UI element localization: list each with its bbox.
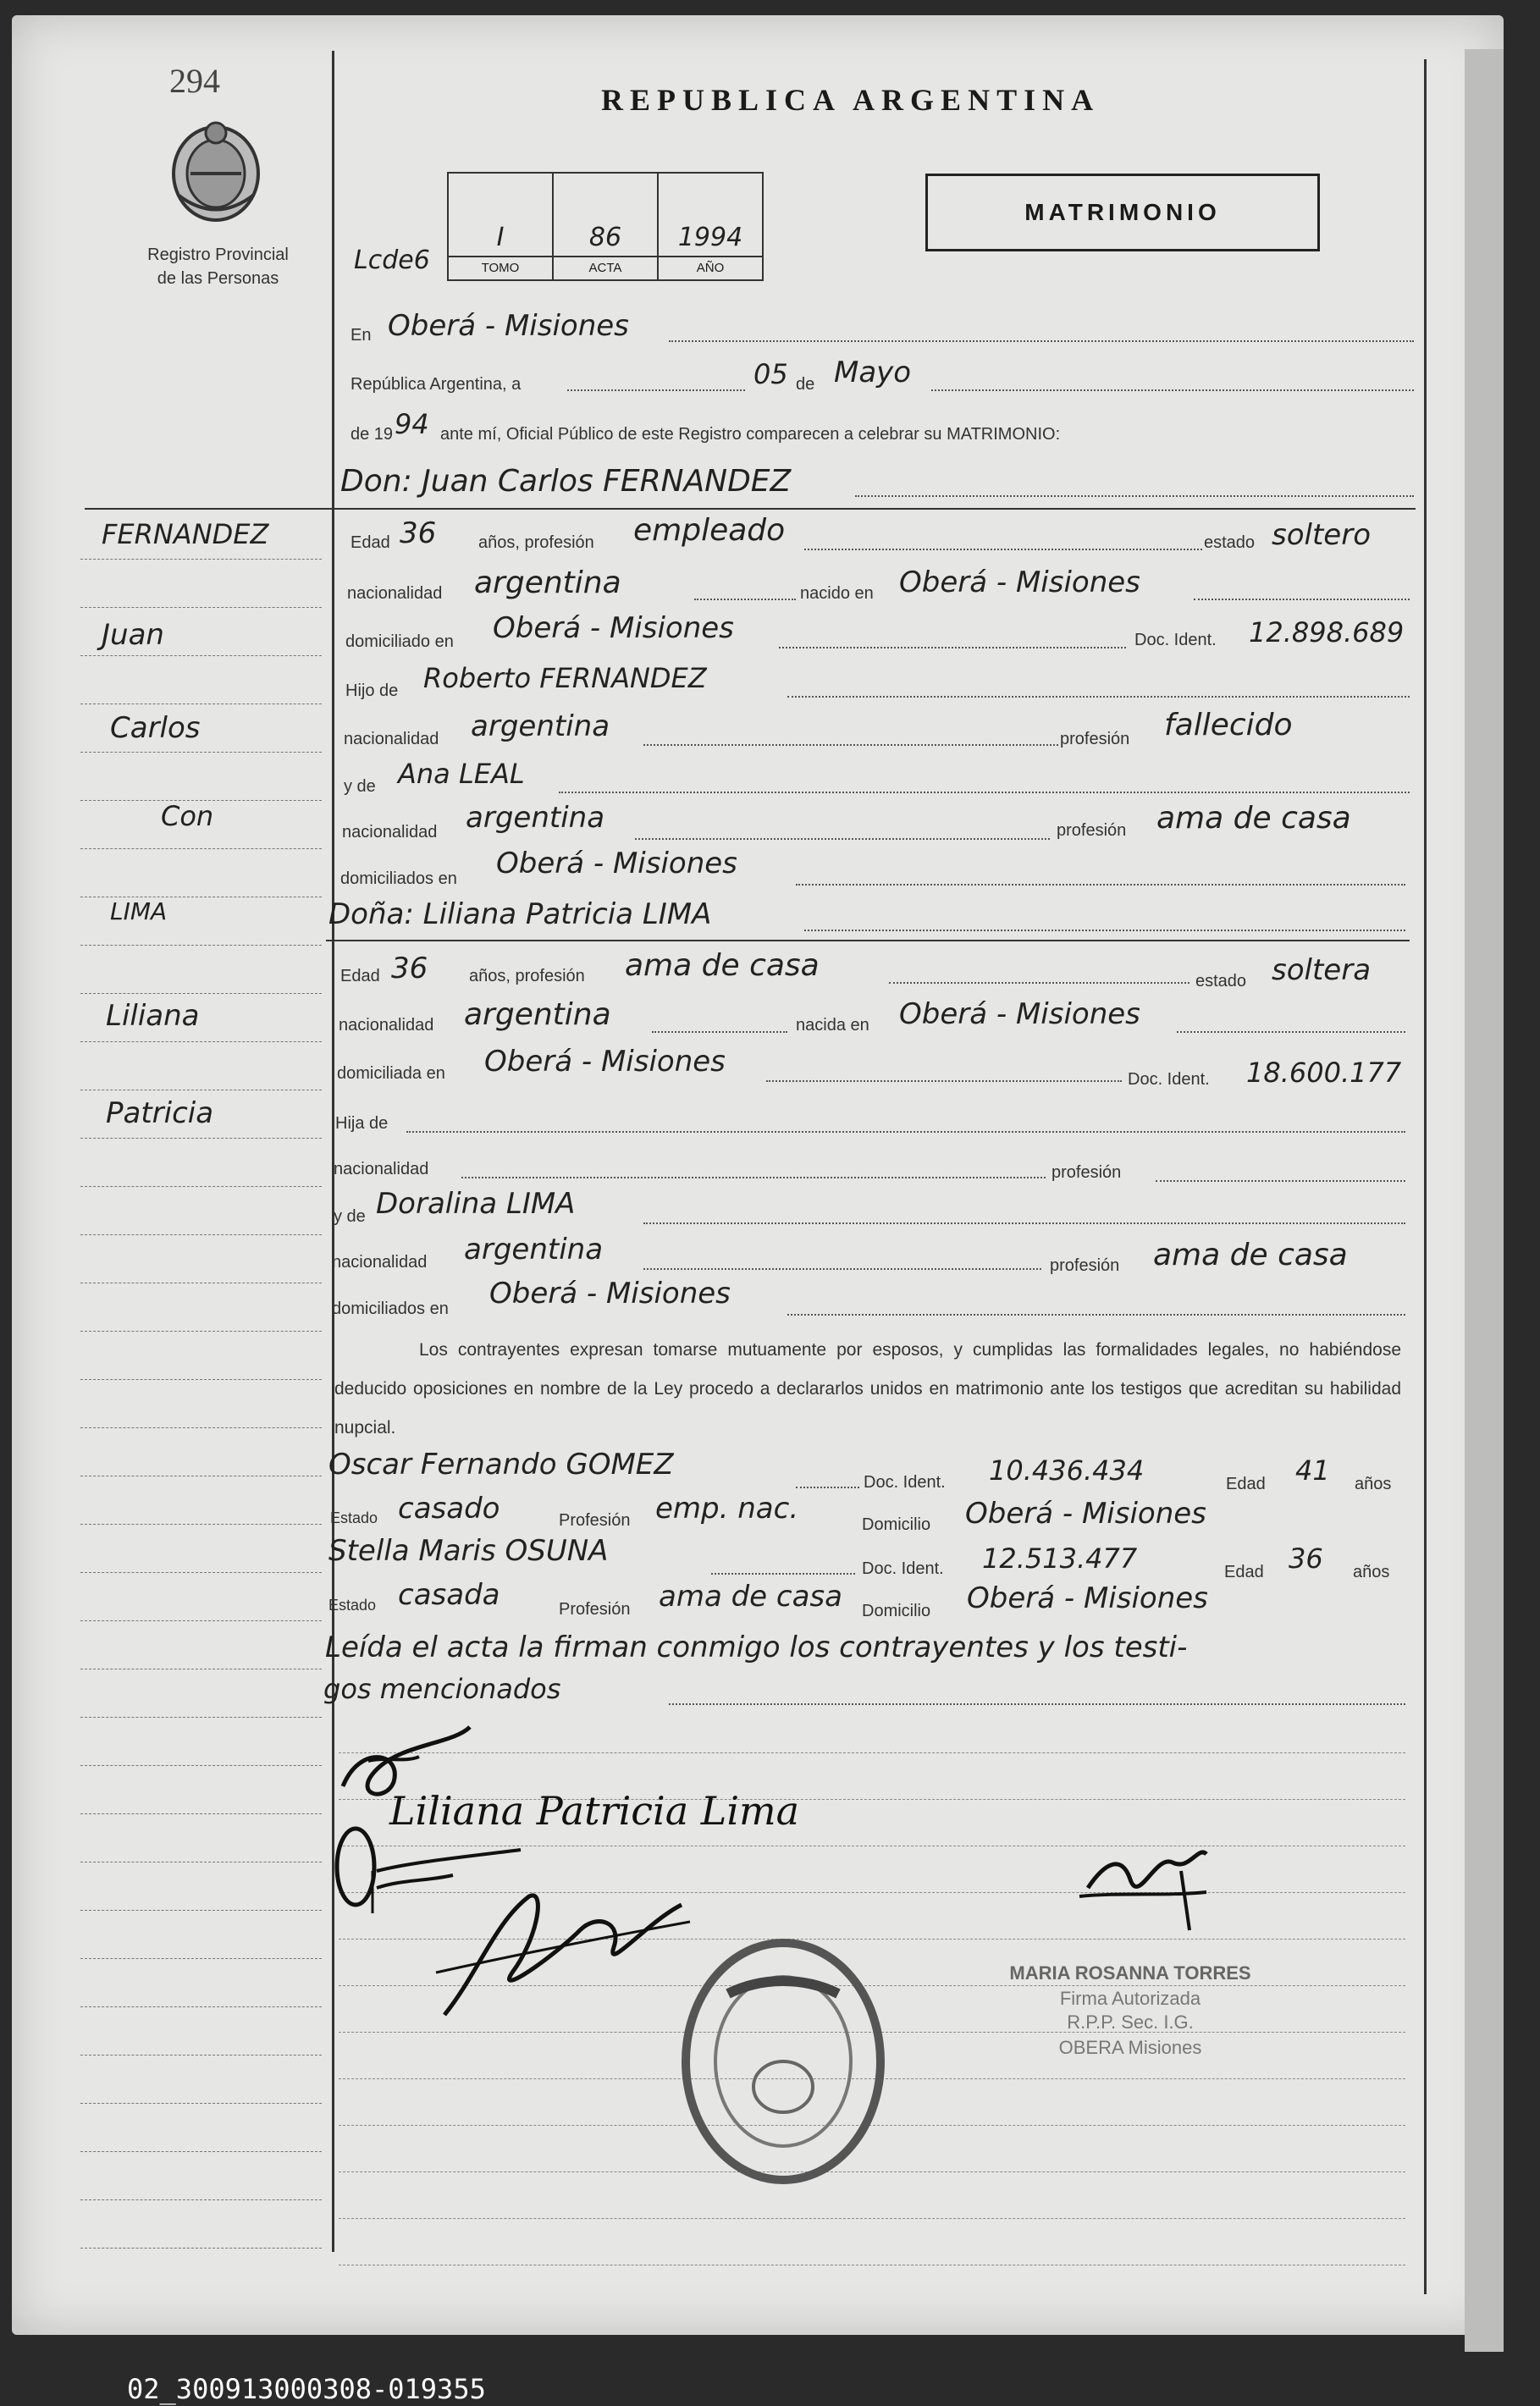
- witness-1-edad-label: Edad: [1226, 1475, 1266, 1493]
- groom-section-rule: [85, 508, 1416, 510]
- bride-nac-line: [652, 1031, 787, 1033]
- margin-bride-first: Liliana: [106, 999, 200, 1033]
- witness-2-doc-label: Doc. Ident.: [862, 1559, 944, 1578]
- registry-line-2: de las Personas: [157, 269, 279, 288]
- margin-rule: [80, 1572, 322, 1573]
- witness-2-edad-label: Edad: [1224, 1563, 1264, 1581]
- bride-mother-value: Doralina LIMA: [376, 1187, 576, 1221]
- groom-father-nac-label: nacionalidad: [344, 730, 439, 748]
- witness-2-name: Stella Maris OSUNA: [328, 1534, 609, 1568]
- ref-prefix: Lcde6: [354, 246, 430, 275]
- acta-cell: [554, 174, 659, 279]
- dona-line: [804, 930, 1405, 931]
- year-prefix: de 19: [351, 425, 394, 444]
- bride-mother-line: [643, 1222, 1405, 1224]
- en-label: En: [351, 326, 372, 345]
- bride-father-line: [406, 1131, 1405, 1133]
- witness-1-anos-label: años: [1355, 1475, 1392, 1493]
- signature-rule: [339, 1752, 1405, 1753]
- bride-hija-label: Hija de: [335, 1114, 389, 1133]
- margin-rule: [80, 2199, 322, 2200]
- closing-line-2: gos mencionados: [323, 1673, 561, 1705]
- groom-doc-label: Doc. Ident.: [1134, 631, 1217, 649]
- country-title: REPUBLICA ARGENTINA: [601, 83, 1101, 117]
- groom-nacido-line: [1194, 599, 1410, 600]
- margin-rule: [80, 2055, 322, 2056]
- margin-rule: [80, 993, 322, 994]
- groom-father-prof-value: fallecido: [1164, 708, 1293, 742]
- margin-rule: [80, 1813, 322, 1814]
- groom-father-nac-line: [643, 744, 1058, 746]
- bride-parents-dom-label: domiciliados en: [332, 1300, 449, 1318]
- bride-nac-label: nacionalidad: [339, 1016, 434, 1035]
- groom-mother-prof-value: ama de casa: [1156, 801, 1351, 836]
- witness-1-doc-value: 10.436.434: [989, 1454, 1145, 1487]
- day-line: [567, 389, 745, 391]
- ante-text: ante mí, Oficial Público de este Registro comparecen a celebrar su MATRIMONIO:: [440, 425, 1061, 444]
- witness-1-estado-value: casado: [398, 1492, 500, 1526]
- tomo-value: I: [496, 223, 505, 252]
- margin-divider: [332, 51, 334, 2252]
- bride-nacida-value: Oberá - Misiones: [899, 997, 1140, 1031]
- bride-doc-value: 18.600.177: [1246, 1057, 1402, 1089]
- ano-value: 1994: [677, 223, 743, 252]
- closing-line-1: Leída el acta la firman conmigo los contrayentes y los testi-: [325, 1631, 1188, 1664]
- witness-1-dom-label: Domicilio: [862, 1515, 931, 1534]
- groom-mother-value: Ana LEAL: [398, 758, 525, 790]
- witness-2-anos-label: años: [1353, 1563, 1390, 1581]
- groom-anos-label: años, profesión: [478, 533, 594, 552]
- bride-nacida-label: nacida en: [796, 1016, 869, 1035]
- groom-dom-line: [779, 647, 1126, 648]
- groom-mother-nac-line: [635, 838, 1050, 840]
- stamp-line-1: MARIA ROSANNA TORRES: [1009, 1962, 1251, 1984]
- witness-2-doc-value: 12.513.477: [982, 1542, 1138, 1575]
- page-number: 294: [169, 62, 220, 100]
- margin-groom-second: Carlos: [110, 711, 201, 745]
- bride-dona: Doña: Liliana Patricia LIMA: [328, 897, 712, 931]
- ano-label: AÑO: [659, 256, 762, 279]
- witness-2-estado-label: Estado: [328, 1597, 377, 1614]
- margin-rule: [80, 1620, 322, 1621]
- witness-1-prof-label: Profesión: [559, 1511, 631, 1530]
- witness-1-estado-label: Estado: [330, 1509, 378, 1526]
- registry-line-1: Registro Provincial: [147, 246, 289, 264]
- groom-parents-dom-label: domiciliados en: [340, 869, 457, 888]
- margin-rule: [80, 2248, 322, 2249]
- witness-2-signature: [428, 1871, 698, 2032]
- margin-rule: [80, 1186, 322, 1187]
- margin-rule: [80, 1765, 322, 1766]
- groom-parents-dom-value: Oberá - Misiones: [496, 847, 737, 880]
- official-seal: [677, 1934, 889, 2188]
- groom-father-value: Roberto FERNANDEZ: [423, 662, 707, 694]
- closing-line-2-rule: [669, 1703, 1405, 1705]
- en-value: Oberá - Misiones: [388, 309, 629, 343]
- stamp-line-4: OBERA Misiones: [1058, 2037, 1202, 2058]
- month-line: [931, 389, 1414, 391]
- margin-rule: [80, 1234, 322, 1235]
- margin-groom-first: Juan: [102, 618, 164, 652]
- bride-mother-nac-line: [643, 1268, 1041, 1270]
- groom-nac-line: [694, 599, 796, 600]
- groom-parents-dom-line: [796, 884, 1405, 886]
- margin-rule: [80, 559, 322, 560]
- groom-don: Don: Juan Carlos FERNANDEZ: [340, 464, 792, 499]
- groom-profesion-value: empleado: [633, 513, 786, 548]
- groom-prof-line: [804, 549, 1202, 550]
- margin-bride-surname: LIMA: [110, 897, 168, 925]
- witness-2-estado-value: casada: [398, 1578, 500, 1612]
- signature-rule: [339, 2218, 1405, 2219]
- statement-paragraph: Los contrayentes expresan tomarse mutuamente por esposos, y cumplidas las formalidades legales, no habiéndose deducido oposiciones en nombre de la Ley procedo a declararlos unidos en matrimonio ante los testigos que acreditan su habilidad nupcial.: [334, 1340, 1401, 1438]
- bride-profesion-value: ama de casa: [625, 948, 820, 983]
- page-edge: [1465, 49, 1504, 2352]
- bride-father-nac-label: nacionalidad: [334, 1160, 429, 1178]
- groom-mother-nac-label: nacionalidad: [342, 823, 438, 842]
- groom-father-nac-value: argentina: [471, 709, 610, 743]
- margin-rule: [80, 2151, 322, 2152]
- record-type: MATRIMONIO: [1024, 199, 1221, 225]
- bride-anos-label: años, profesión: [469, 967, 585, 985]
- groom-estado-value: soltero: [1272, 518, 1371, 552]
- groom-father-prof-label: profesión: [1060, 730, 1130, 748]
- month-value: Mayo: [834, 356, 912, 389]
- groom-nacido-label: nacido en: [800, 584, 874, 603]
- witness-2-name-line: [711, 1573, 855, 1575]
- en-line: [669, 340, 1414, 342]
- bride-mother-nac-label: nacionalidad: [332, 1253, 428, 1272]
- groom-mother-line: [559, 792, 1410, 793]
- witness-2-prof-value: ama de casa: [659, 1580, 842, 1614]
- groom-yde-label: y de: [344, 777, 376, 796]
- margin-rule: [80, 1427, 322, 1428]
- margin-bride-second: Patricia: [106, 1096, 214, 1130]
- bride-doc-label: Doc. Ident.: [1128, 1070, 1210, 1089]
- bride-section-rule: [326, 940, 1410, 941]
- witness-1-prof-value: emp. nac.: [655, 1492, 799, 1526]
- bride-mother-prof-value: ama de casa: [1153, 1238, 1348, 1272]
- groom-nac-value: argentina: [474, 566, 621, 600]
- bride-estado-label: estado: [1195, 972, 1247, 991]
- bride-edad-label: Edad: [340, 967, 380, 985]
- groom-nacido-value: Oberá - Misiones: [899, 566, 1140, 599]
- bride-mother-nac-value: argentina: [464, 1233, 604, 1266]
- bride-dom-line: [766, 1080, 1122, 1082]
- witness-2-edad-value: 36: [1289, 1542, 1323, 1575]
- bride-parents-dom-value: Oberá - Misiones: [489, 1277, 731, 1311]
- day-value: 05: [753, 358, 788, 390]
- don-line: [855, 495, 1414, 497]
- witness-2-dom-value: Oberá - Misiones: [967, 1581, 1208, 1615]
- witness-1-edad-value: 41: [1295, 1454, 1330, 1487]
- margin-rule: [80, 1958, 322, 1959]
- acta-label: ACTA: [554, 256, 657, 279]
- acta-value: 86: [588, 223, 622, 252]
- image-code-caption: 02_300913000308-019355: [127, 2373, 486, 2405]
- bride-father-prof-line: [1156, 1180, 1405, 1182]
- bride-yde-label: y de: [334, 1207, 366, 1226]
- bride-nac-value: argentina: [464, 997, 611, 1032]
- margin-rule: [80, 848, 322, 849]
- groom-estado-label: estado: [1204, 533, 1256, 552]
- margin-rule: [80, 800, 322, 801]
- margin-rule: [80, 1138, 322, 1139]
- margin-rule: [80, 2103, 322, 2104]
- republica-label: República Argentina, a: [351, 375, 522, 394]
- bride-dom-label: domiciliada en: [337, 1064, 445, 1083]
- bride-estado-value: soltera: [1272, 953, 1372, 987]
- groom-dom-value: Oberá - Misiones: [493, 611, 734, 645]
- groom-edad-label: Edad: [351, 533, 390, 552]
- margin-rule: [80, 2006, 322, 2007]
- groom-edad-value: 36: [400, 516, 437, 550]
- coat-of-arms-emblem: [165, 114, 267, 224]
- witness-2-prof-label: Profesión: [559, 1600, 631, 1619]
- right-border: [1424, 59, 1427, 2294]
- bride-edad-value: 36: [391, 952, 428, 985]
- margin-rule: [80, 1041, 322, 1042]
- witness-1-name-line: [796, 1487, 859, 1488]
- stamp-line-2: Firma Autorizada: [1059, 1988, 1201, 2009]
- witness-1-dom-value: Oberá - Misiones: [965, 1497, 1206, 1531]
- bride-father-nac-line: [461, 1177, 1046, 1178]
- bride-prof-line: [889, 982, 1189, 984]
- margin-rule: [80, 607, 322, 608]
- ano-cell: [659, 174, 762, 279]
- bride-signature: Liliana Patricia Lima: [389, 1788, 800, 1834]
- official-signature: [1071, 1829, 1215, 1939]
- bride-nacida-line: [1177, 1031, 1405, 1033]
- groom-mother-prof-label: profesión: [1057, 821, 1127, 840]
- stamp-line-3: R.P.P. Sec. I.G.: [1067, 2011, 1194, 2033]
- record-type-box: [925, 174, 1320, 251]
- witness-1-name: Oscar Fernando GOMEZ: [328, 1448, 674, 1482]
- witness-2-dom-label: Domicilio: [862, 1602, 931, 1620]
- groom-doc-value: 12.898.689: [1249, 616, 1405, 648]
- groom-father-line: [787, 696, 1410, 698]
- margin-rule: [80, 1910, 322, 1911]
- year-value: 94: [395, 408, 429, 440]
- groom-nac-label: nacionalidad: [347, 584, 443, 603]
- margin-rule: [80, 945, 322, 946]
- bride-mother-prof-label: profesión: [1050, 1256, 1120, 1275]
- tomo-label: TOMO: [449, 256, 552, 279]
- margin-rule: [80, 655, 322, 656]
- margin-rule: [80, 1717, 322, 1718]
- margin-groom-surname: FERNANDEZ: [102, 518, 269, 550]
- bride-father-prof-label: profesión: [1052, 1163, 1122, 1182]
- groom-hijo-label: Hijo de: [345, 682, 399, 700]
- bride-parents-dom-line: [787, 1314, 1405, 1316]
- bride-dom-value: Oberá - Misiones: [484, 1045, 726, 1079]
- margin-rule: [80, 1379, 322, 1380]
- tomo-cell: [449, 174, 554, 279]
- margin-rule: [80, 752, 322, 753]
- tomo-acta-table: [447, 172, 764, 281]
- margin-rule: [80, 1331, 322, 1332]
- margin-con: Con: [161, 800, 214, 832]
- margin-rule: [80, 1524, 322, 1525]
- groom-mother-nac-value: argentina: [466, 801, 605, 835]
- groom-dom-label: domiciliado en: [345, 632, 454, 651]
- witness-1-doc-label: Doc. Ident.: [864, 1473, 946, 1492]
- day-de-label: de: [796, 375, 815, 394]
